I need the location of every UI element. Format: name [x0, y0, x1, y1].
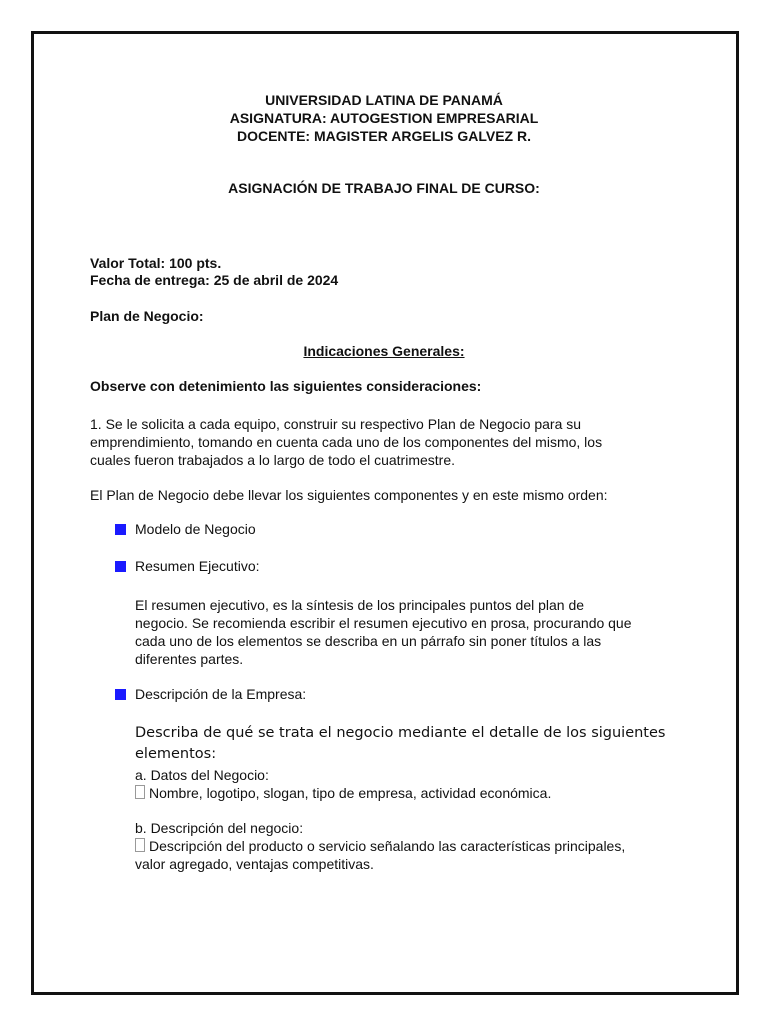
- subject-heading: ASIGNATURA: AUTOGESTION EMPRESARIAL: [229, 110, 539, 126]
- resumen-line3: cada uno de los elementos se describa en un párrafo sin poner títulos a las: [135, 633, 602, 649]
- bullet-resumen: Resumen Ejecutivo:: [135, 558, 260, 574]
- section-b-item-text: Descripción del producto o servicio señalando las características principales,: [149, 838, 626, 854]
- section-b-title: b. Descripción del negocio:: [135, 820, 304, 836]
- bullet-descripcion: Descripción de la Empresa:: [135, 686, 307, 702]
- item1-line1: 1. Se le solicita a cada equipo, construir su respectivo Plan de Negocio para su: [90, 416, 582, 432]
- due-date: Fecha de entrega: 25 de abril de 2024: [90, 272, 339, 288]
- section-a-item: [135, 785, 551, 802]
- section-a-title: a. Datos del Negocio:: [135, 767, 269, 783]
- descripcion-line2: elementos:: [135, 746, 217, 762]
- assignment-title: ASIGNACIÓN DE TRABAJO FINAL DE CURSO:: [228, 180, 540, 196]
- components-intro: El Plan de Negocio debe llevar los siguientes componentes y en este mismo orden:: [90, 487, 608, 503]
- plan-heading: Plan de Negocio:: [90, 308, 204, 324]
- resumen-line4: diferentes partes.: [135, 651, 244, 667]
- observe-heading: Observe con detenimiento las siguientes consideraciones:: [90, 378, 482, 394]
- university-heading: UNIVERSIDAD LATINA DE PANAMÁ: [265, 92, 503, 108]
- resumen-line1: El resumen ejecutivo, es la síntesis de los principales puntos del plan de: [135, 597, 585, 613]
- general-indications-heading: Indicaciones Generales:: [303, 343, 465, 359]
- descripcion-line1: Describa de qué se trata el negocio mediante el detalle de los siguientes: [135, 725, 666, 741]
- bullet-square-icon: [115, 561, 126, 572]
- resumen-line2: negocio. Se recomienda escribir el resumen ejecutivo en prosa, procurando que: [135, 615, 632, 631]
- section-b-item-line1: [135, 838, 625, 855]
- missing-glyph-icon: [135, 838, 145, 852]
- total-value: Valor Total: 100 pts.: [90, 255, 222, 271]
- item1-line2: emprendimiento, tomando en cuenta cada uno de los componentes del mismo, los: [90, 434, 603, 450]
- section-a-item-text: Nombre, logotipo, slogan, tipo de empresa, actividad económica.: [149, 785, 552, 801]
- teacher-heading: DOCENTE: MAGISTER ARGELIS GALVEZ R.: [236, 128, 531, 144]
- bullet-square-icon: [115, 689, 126, 700]
- bullet-modelo: Modelo de Negocio: [135, 521, 256, 537]
- bullet-square-icon: [115, 524, 126, 535]
- missing-glyph-icon: [135, 785, 145, 799]
- item1-line3: cuales fueron trabajados a lo largo de todo el cuatrimestre.: [90, 452, 455, 468]
- section-b-item-line2: valor agregado, ventajas competitivas.: [135, 856, 374, 872]
